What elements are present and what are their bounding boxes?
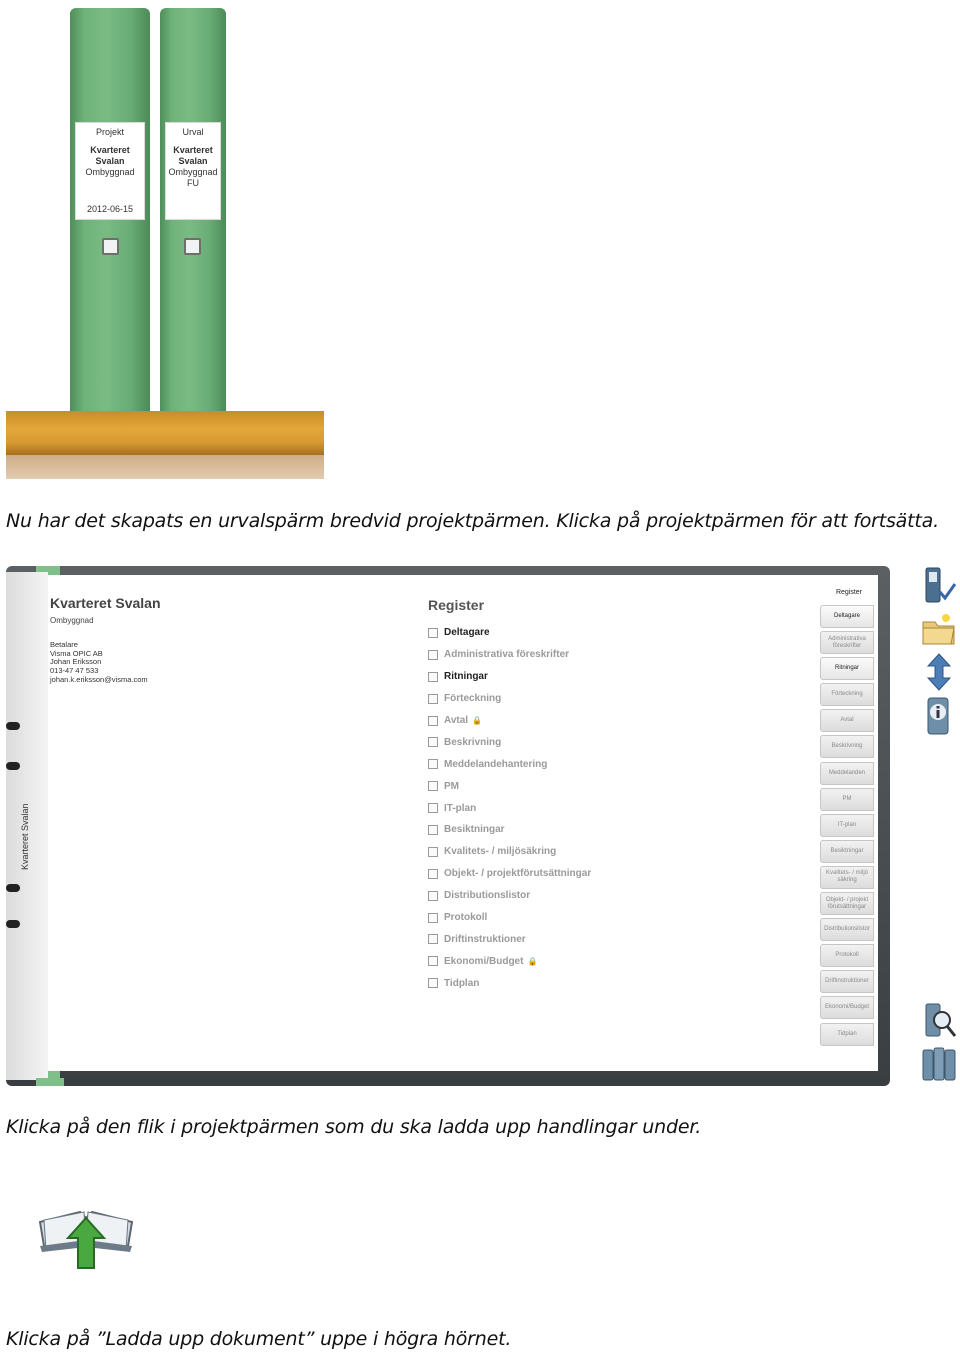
register-item-checkbox[interactable] — [428, 650, 438, 660]
register-item-label: Tidplan — [444, 977, 480, 989]
register-item-checkbox[interactable] — [428, 891, 438, 901]
register-heading: Register — [428, 597, 485, 613]
register-item[interactable] — [428, 688, 591, 710]
register-item[interactable] — [428, 841, 591, 863]
info-binder-icon[interactable] — [920, 696, 958, 736]
register-item-label: Meddelandehantering — [444, 758, 548, 770]
register-item-label: Ritningar — [444, 671, 488, 683]
project-subtitle: Ombyggnad — [50, 616, 94, 625]
register-item-checkbox[interactable] — [428, 956, 438, 966]
register-item-label: Avtal — [444, 715, 469, 726]
binder-tab[interactable]: Förteckning — [820, 683, 874, 706]
register-item-label: PM — [444, 780, 459, 792]
contact-line: 013-47 47 533 — [50, 666, 99, 676]
register-item-checkbox[interactable] — [428, 694, 438, 704]
binder-tab[interactable]: Objekt- / projekt förutsättningar — [820, 892, 874, 915]
binder-ring — [6, 920, 20, 928]
binder-tab[interactable]: IT-plan — [820, 814, 874, 837]
shelf-board — [6, 411, 324, 455]
register-item-checkbox[interactable] — [428, 825, 438, 835]
lock-icon: 🔒 — [527, 956, 538, 966]
register-item[interactable] — [428, 710, 591, 732]
register-list — [428, 622, 591, 994]
binder-ring — [6, 884, 20, 892]
register-item[interactable] — [428, 797, 591, 819]
register-item[interactable] — [428, 753, 591, 775]
binder-tab[interactable]: Administrativa föreskrifter — [820, 631, 874, 654]
binder-tab[interactable]: Deltagare — [820, 605, 874, 628]
upload-document-icon[interactable] — [36, 1192, 136, 1274]
register-item-label: Objekt- / projektförutsättningar — [444, 868, 592, 880]
register-item-checkbox[interactable] — [428, 716, 438, 726]
binders-icon[interactable] — [920, 1044, 958, 1084]
register-item-label: Protokoll — [444, 912, 488, 924]
caption-1: Nu har det skapats en urvalspärm bredvid projektpärmen. Klicka på projektpärmen för att fortsätta. — [6, 510, 939, 532]
register-item-checkbox[interactable] — [428, 847, 438, 857]
binder-spine — [6, 572, 48, 1080]
contact-line: Johan Eriksson — [50, 657, 102, 667]
register-item-checkbox[interactable] — [428, 628, 438, 638]
register-item-label: Besiktningar — [444, 824, 505, 836]
binder-tab[interactable]: Ekonomi/Budget — [820, 996, 874, 1019]
selection-binder-label — [165, 122, 221, 220]
binder-type: Urval — [182, 127, 204, 137]
search-binder-icon[interactable] — [920, 1000, 958, 1040]
project-binder[interactable] — [70, 8, 150, 445]
register-item-checkbox[interactable] — [428, 737, 438, 747]
binder-date: 2012-06-15 — [86, 204, 134, 214]
binder-tab[interactable]: Kvalitets- / miljö säkring — [820, 866, 874, 889]
project-info — [50, 595, 161, 685]
binder-tab[interactable]: Driftinstruktioner — [820, 970, 874, 993]
contact-line: Visma OPIC AB — [50, 648, 103, 658]
register-item[interactable] — [428, 950, 591, 972]
register-item[interactable] — [428, 666, 591, 688]
spine-title: Kvarteret Svalan — [20, 803, 30, 870]
register-item-label: IT-plan — [444, 802, 477, 814]
contact-line[interactable]: johan.k.eriksson@visma.com — [50, 674, 148, 684]
binder-check-icon[interactable] — [920, 566, 958, 606]
register-item[interactable] — [428, 863, 591, 885]
register-item-checkbox[interactable] — [428, 869, 438, 879]
contact-line: Betalare — [50, 640, 78, 649]
register-item[interactable] — [428, 622, 591, 644]
register-item-checkbox[interactable] — [428, 978, 438, 988]
binder-tabs — [820, 581, 878, 1049]
register-item-checkbox[interactable] — [428, 759, 438, 769]
register-item[interactable] — [428, 731, 591, 753]
register-item[interactable] — [428, 644, 591, 666]
register-item-checkbox[interactable] — [428, 781, 438, 791]
register-item[interactable] — [428, 972, 591, 994]
register-item-label: Förteckning — [444, 693, 502, 705]
lock-icon: 🔒 — [472, 716, 483, 725]
register-item-label: Kvalitets- / miljösäkring — [444, 846, 557, 858]
binder-shelf — [6, 0, 324, 482]
binder-ring — [6, 722, 20, 730]
caption-3: Klicka på ”Ladda upp dokument” uppe i högra hörnet. — [6, 1328, 512, 1350]
shelf-edge — [6, 455, 324, 479]
binder-tab[interactable]: Avtal — [820, 709, 874, 732]
project-binder-label — [75, 122, 145, 220]
binder-type: Projekt — [95, 127, 124, 137]
register-item-label: Beskrivning — [444, 736, 502, 748]
register-item[interactable] — [428, 907, 591, 929]
register-item-checkbox[interactable] — [428, 913, 438, 923]
selection-binder-checkbox[interactable] — [184, 238, 201, 255]
binder-tab[interactable]: Distributionslistor — [820, 918, 874, 941]
register-item[interactable] — [428, 775, 591, 797]
register-item-label: Administrativa föreskrifter — [444, 649, 570, 661]
register-item-label: Ekonomi/Budget — [444, 955, 524, 967]
new-folder-icon[interactable] — [920, 610, 958, 650]
binder-page — [48, 575, 878, 1071]
binder-tab[interactable]: Ritningar — [820, 657, 874, 680]
project-binder-checkbox[interactable] — [102, 238, 119, 255]
binder-tab[interactable]: Meddelanden — [820, 762, 874, 785]
selection-binder[interactable] — [160, 8, 226, 445]
register-item-label: Driftinstruktioner — [444, 933, 526, 945]
binder-ring — [6, 762, 20, 770]
binder-app-screenshot — [6, 566, 960, 1086]
sort-arrows-icon[interactable] — [920, 652, 958, 692]
binder-name: Kvarteret Svalan — [90, 145, 130, 166]
binder-tab[interactable]: Tidplan — [820, 1023, 874, 1046]
binder-tab[interactable]: Besiktningar — [820, 840, 874, 863]
binder-tab[interactable]: Beskrivning — [820, 735, 874, 758]
register-item[interactable] — [428, 885, 591, 907]
project-title: Kvarteret Svalan — [50, 595, 161, 611]
contact-block — [50, 641, 161, 685]
binder-sub: Ombyggnad FU — [168, 167, 218, 188]
register-item[interactable] — [428, 928, 591, 950]
register-item-checkbox[interactable] — [428, 672, 438, 682]
binder-tab[interactable]: Protokoll — [820, 944, 874, 967]
binder-tab[interactable]: PM — [820, 788, 874, 811]
register-item[interactable] — [428, 819, 591, 841]
register-item-label: Deltagare — [444, 627, 490, 639]
register-item-checkbox[interactable] — [428, 934, 438, 944]
register-item-label: Distributionslistor — [444, 890, 531, 902]
binder-green-edge — [36, 1078, 64, 1086]
caption-2: Klicka på den flik i projektpärmen som du ska ladda upp handlingar under. — [6, 1116, 702, 1138]
binder-name: Kvarteret Svalan — [173, 145, 213, 166]
binder-sub: Ombyggnad — [85, 167, 135, 177]
register-item-checkbox[interactable] — [428, 803, 438, 813]
tab-register[interactable]: Register — [835, 589, 863, 596]
